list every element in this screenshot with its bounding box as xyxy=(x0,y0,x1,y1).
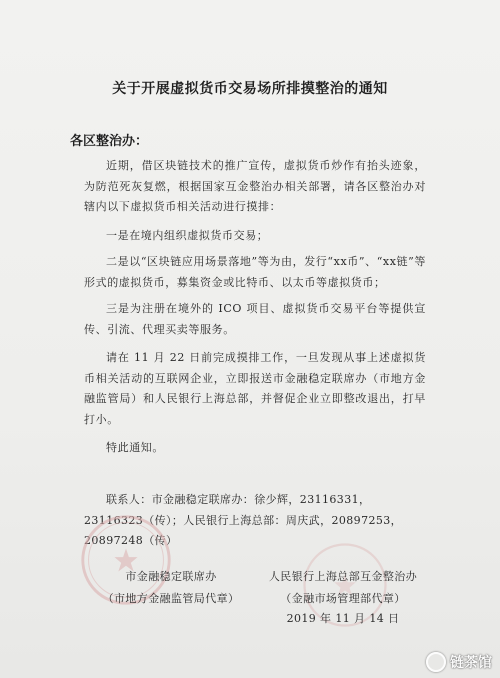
document-body xyxy=(84,156,426,467)
body-paragraph-intro: 近期，借区块链技术的推广宣传，虚拟货币炒作有抬头迹象，为防范死灰复燃，根据国家互金整治办相关部署，请各区整治办对辖内以下虚拟货币相关活动进行摸排： xyxy=(84,159,426,213)
signature-left xyxy=(86,566,256,610)
signature-left-org: 市金融稳定联席办 xyxy=(125,570,217,583)
document-addressee: 各区整治办： xyxy=(70,134,149,149)
body-paragraph-deadline: 请在 11 月 22 日前完成摸排工作，一旦发现从事上述虚拟货币相关活动的互联网企业，立即报送市金融稳定联席办（市地方金融监管局）和人民银行上海总部，并督促企业立即整改退出，打早打小。 xyxy=(84,351,426,426)
watermark xyxy=(426,652,492,672)
watermark-text: 链茶馆 xyxy=(450,655,492,671)
contact-line: 联系人：市金融稳定联席办：徐少辉，23116331，23116323（传）；人民银行上海总部：周庆武，20897253，20897248（传） xyxy=(84,493,403,547)
body-paragraph-closing: 特此通知。 xyxy=(106,441,164,454)
document-title: 关于开展虚拟货币交易场所排摸整治的通知 xyxy=(112,81,388,97)
watermark-logo-icon xyxy=(426,652,446,672)
body-paragraph-item-1: 一是在境内组织虚拟货币交易； xyxy=(106,228,269,242)
body-paragraph-item-2: 二是以“区块链应用场景落地”等为由，发行“xx币”、“xx链”等形式的虚拟货币，募集资金或比特币、以太币等虚拟货币； xyxy=(84,255,426,289)
body-paragraph-item-3: 三是为注册在境外的 ICO 项目、虚拟货币交易平台等提供宣传、引流、代理买卖等服务。 xyxy=(84,302,426,336)
signature-right-sub: （金融市场管理部代章） xyxy=(280,592,406,605)
document-date: 2019 年 11 月 14 日 xyxy=(286,612,400,625)
signature-right xyxy=(258,566,428,610)
signature-right-org: 人民银行上海总部互金整治办 xyxy=(268,570,418,583)
signature-left-sub: （市地方金融监管局代章） xyxy=(102,592,240,605)
